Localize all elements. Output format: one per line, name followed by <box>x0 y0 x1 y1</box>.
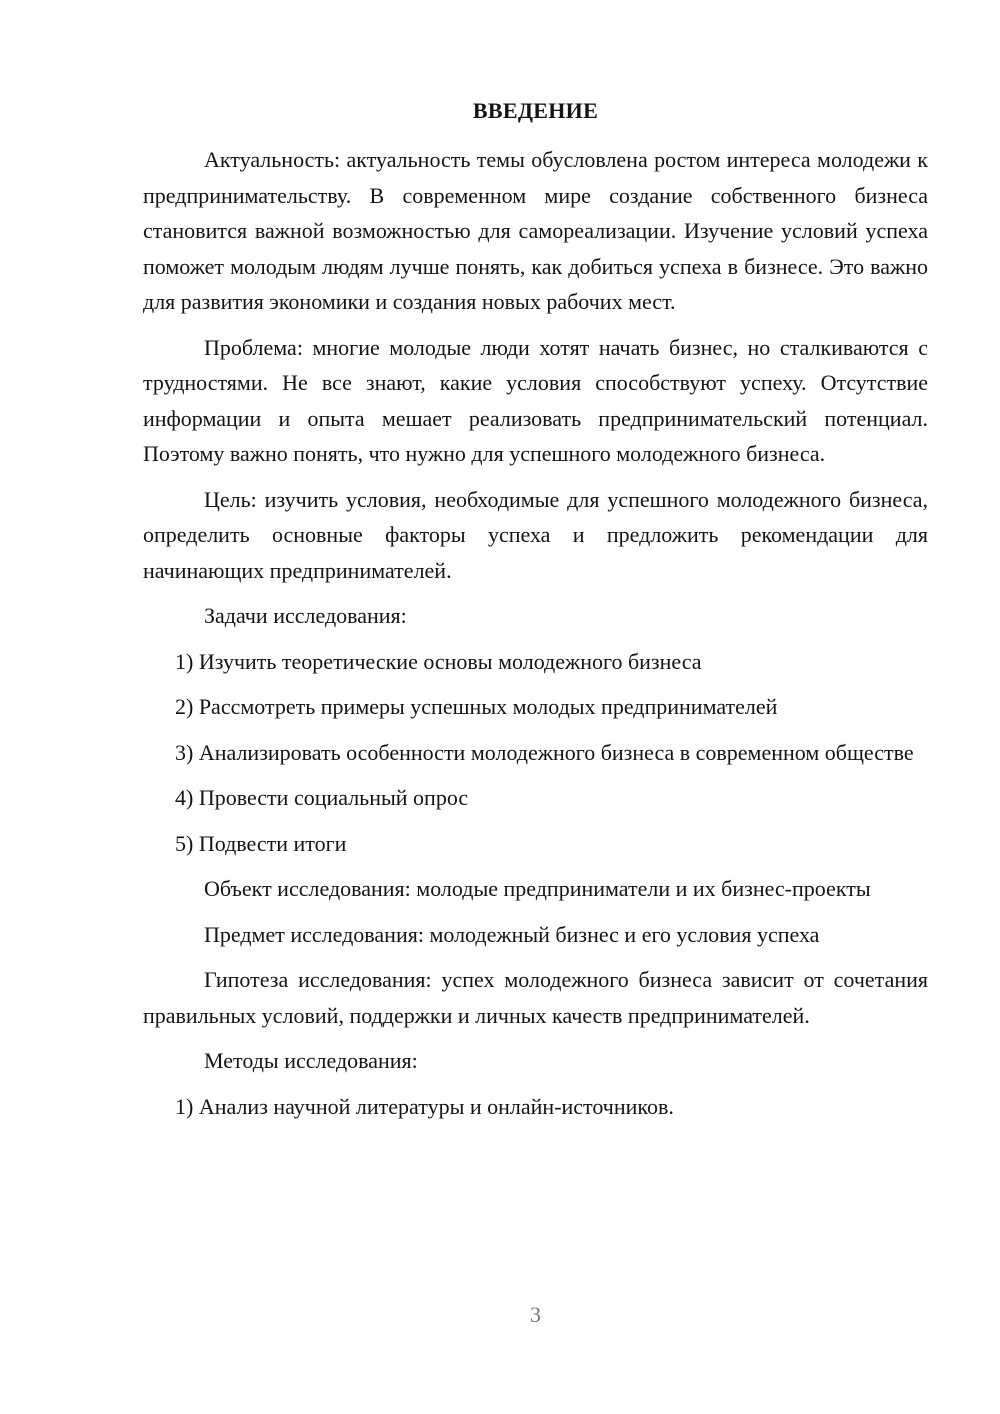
paragraph-relevance: Актуальность: актуальность темы обусловлена ростом интереса молодежи к предпринимательству. В современном мире создание собственного бизнеса становится важной возможностью для самореализации. Изучение условий успеха поможет молодым людям лучше понять, как добиться успеха в бизнесе. Это важно для развития экономики и создания новых рабочих мест. <box>143 147 928 314</box>
task-item-3: 3) Анализировать особенности молодежного бизнеса в современном обществе <box>175 739 914 765</box>
paragraph-object: Объект исследования: молодые предприниматели и их бизнес-проекты <box>204 876 871 901</box>
paragraph-hypothesis: Гипотеза исследования: успех молодежного бизнеса зависит от сочетания правильных условий, поддержки и личных качеств предпринимателей. <box>143 967 928 1028</box>
task-item-2: 2) Рассмотреть примеры успешных молодых предпринимателей <box>175 694 778 719</box>
paragraph-subject: Предмет исследования: молодежный бизнес и его условия успеха <box>204 921 820 947</box>
tasks-heading: Задачи исследования: <box>204 603 407 628</box>
document-body <box>143 142 928 1134</box>
task-item-4: 4) Провести социальный опрос <box>175 785 469 810</box>
method-item-1: 1) Анализ научной литературы и онлайн-источников. <box>175 1093 674 1119</box>
task-item-5: 5) Подвести итоги <box>175 830 347 856</box>
methods-heading: Методы исследования: <box>204 1048 418 1073</box>
paragraph-goal: Цель: изучить условия, необходимые для успешного молодежного бизнеса, определить основные факторы успеха и предложить рекомендации для начинающих предпринимателей. <box>143 486 928 583</box>
task-item-1: 1) Изучить теоретические основы молодежного бизнеса <box>175 648 702 674</box>
page-title: ВВЕДЕНИЕ <box>472 98 599 123</box>
page-number: 3 <box>530 1302 541 1327</box>
paragraph-problem: Проблема: многие молодые люди хотят начать бизнес, но сталкиваются с трудностями. Не все знают, какие условия способствуют успеху. Отсутствие информации и опыта мешает реализовать предпринимательский потенциал. Поэтому важно понять, что нужно для успешного молодежного бизнеса. <box>143 334 928 466</box>
